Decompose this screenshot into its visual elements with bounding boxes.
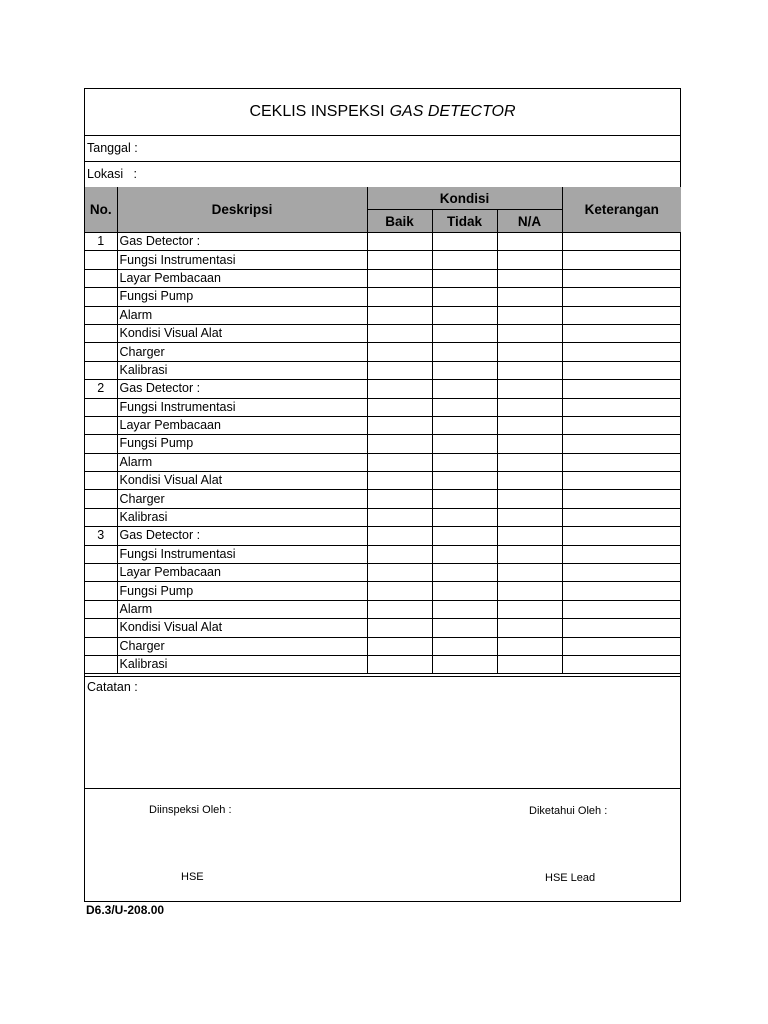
- cell-na[interactable]: [497, 490, 562, 508]
- cell-keterangan[interactable]: [562, 600, 681, 618]
- cell-na[interactable]: [497, 545, 562, 563]
- cell-keterangan[interactable]: [562, 564, 681, 582]
- cell-tidak[interactable]: [432, 361, 497, 379]
- row-number: [85, 251, 117, 269]
- cell-tidak[interactable]: [432, 233, 497, 251]
- table-row: [85, 269, 681, 287]
- row-description: Layar Pembacaan: [117, 416, 367, 434]
- cell-keterangan[interactable]: [562, 527, 681, 545]
- cell-baik[interactable]: [367, 306, 432, 324]
- table-row: [85, 619, 681, 637]
- row-number: [85, 582, 117, 600]
- cell-tidak[interactable]: [432, 490, 497, 508]
- row-number: [85, 306, 117, 324]
- cell-tidak[interactable]: [432, 269, 497, 287]
- row-description: Fungsi Instrumentasi: [117, 545, 367, 563]
- row-description: Fungsi Pump: [117, 435, 367, 453]
- form-title: [85, 89, 680, 136]
- cell-keterangan[interactable]: [562, 619, 681, 637]
- table-row: [85, 655, 681, 673]
- cell-tidak[interactable]: [432, 564, 497, 582]
- table-row: [85, 508, 681, 526]
- checklist-rows: [85, 233, 681, 674]
- table-row: [85, 233, 681, 251]
- cell-keterangan[interactable]: [562, 435, 681, 453]
- cell-baik[interactable]: [367, 288, 432, 306]
- acknowledged-by-label: Diketahui Oleh :: [529, 805, 608, 817]
- cell-na[interactable]: [497, 472, 562, 490]
- header-baik: Baik: [367, 210, 432, 233]
- cell-na[interactable]: [497, 508, 562, 526]
- inspection-form: [84, 88, 681, 902]
- cell-tidak[interactable]: [432, 655, 497, 673]
- row-number: [85, 398, 117, 416]
- cell-na[interactable]: [497, 233, 562, 251]
- table-row: [85, 582, 681, 600]
- cell-keterangan[interactable]: [562, 582, 681, 600]
- cell-na[interactable]: [497, 637, 562, 655]
- table-row: [85, 545, 681, 563]
- cell-baik[interactable]: [367, 380, 432, 398]
- table-row: [85, 600, 681, 618]
- table-row: [85, 343, 681, 361]
- row-number: [85, 288, 117, 306]
- header-keterangan: Keterangan: [562, 187, 681, 233]
- cell-tidak[interactable]: [432, 380, 497, 398]
- row-description: Fungsi Pump: [117, 582, 367, 600]
- cell-na[interactable]: [497, 398, 562, 416]
- cell-na[interactable]: [497, 269, 562, 287]
- cell-na[interactable]: [497, 361, 562, 379]
- notes-label: Catatan :: [87, 680, 138, 694]
- form-title-italic: GAS DETECTOR: [389, 103, 516, 120]
- cell-baik[interactable]: [367, 233, 432, 251]
- row-description: Alarm: [117, 306, 367, 324]
- cell-keterangan[interactable]: [562, 380, 681, 398]
- table-row: [85, 398, 681, 416]
- table-row: [85, 637, 681, 655]
- cell-keterangan[interactable]: [562, 453, 681, 471]
- cell-tidak[interactable]: [432, 416, 497, 434]
- cell-keterangan[interactable]: [562, 233, 681, 251]
- row-description: Fungsi Instrumentasi: [117, 398, 367, 416]
- inspected-by-label: Diinspeksi Oleh :: [149, 804, 232, 816]
- cell-keterangan[interactable]: [562, 508, 681, 526]
- table-row: [85, 416, 681, 434]
- cell-keterangan[interactable]: [562, 637, 681, 655]
- row-number: [85, 453, 117, 471]
- cell-baik[interactable]: [367, 435, 432, 453]
- cell-tidak[interactable]: [432, 582, 497, 600]
- form-title-text: CEKLIS INSPEKSI: [249, 103, 385, 120]
- cell-baik[interactable]: [367, 343, 432, 361]
- cell-baik[interactable]: [367, 361, 432, 379]
- row-description: Gas Detector :: [117, 527, 367, 545]
- cell-baik[interactable]: [367, 453, 432, 471]
- row-description: Kondisi Visual Alat: [117, 472, 367, 490]
- cell-baik[interactable]: [367, 269, 432, 287]
- cell-baik[interactable]: [367, 472, 432, 490]
- row-number: [85, 343, 117, 361]
- row-number: [85, 508, 117, 526]
- cell-na[interactable]: [497, 453, 562, 471]
- cell-na[interactable]: [497, 416, 562, 434]
- cell-keterangan[interactable]: [562, 655, 681, 673]
- row-description: Kondisi Visual Alat: [117, 324, 367, 342]
- table-row: [85, 527, 681, 545]
- table-row: [85, 490, 681, 508]
- cell-baik[interactable]: [367, 416, 432, 434]
- row-number: [85, 655, 117, 673]
- cell-keterangan[interactable]: [562, 269, 681, 287]
- cell-keterangan[interactable]: [562, 490, 681, 508]
- cell-tidak[interactable]: [432, 637, 497, 655]
- cell-na[interactable]: [497, 343, 562, 361]
- table-row: [85, 324, 681, 342]
- cell-tidak[interactable]: [432, 288, 497, 306]
- row-number: [85, 361, 117, 379]
- cell-keterangan[interactable]: [562, 306, 681, 324]
- cell-na[interactable]: [497, 600, 562, 618]
- cell-baik[interactable]: [367, 527, 432, 545]
- cell-keterangan[interactable]: [562, 545, 681, 563]
- cell-baik[interactable]: [367, 508, 432, 526]
- notes-area[interactable]: [85, 676, 680, 789]
- cell-keterangan[interactable]: [562, 251, 681, 269]
- cell-baik[interactable]: [367, 637, 432, 655]
- row-description: Gas Detector :: [117, 233, 367, 251]
- cell-tidak[interactable]: [432, 306, 497, 324]
- cell-baik[interactable]: [367, 545, 432, 563]
- row-description: Alarm: [117, 600, 367, 618]
- cell-na[interactable]: [497, 564, 562, 582]
- cell-baik[interactable]: [367, 490, 432, 508]
- row-description: Kondisi Visual Alat: [117, 619, 367, 637]
- location-label: Lokasi :: [87, 167, 138, 181]
- row-description: Layar Pembacaan: [117, 269, 367, 287]
- date-field[interactable]: [85, 136, 680, 162]
- row-description: Charger: [117, 637, 367, 655]
- lead-role: HSE Lead: [545, 872, 596, 884]
- header-na: N/A: [497, 210, 562, 233]
- cell-baik[interactable]: [367, 619, 432, 637]
- row-number: [85, 269, 117, 287]
- inspector-role: HSE: [181, 871, 204, 883]
- row-description: Kalibrasi: [117, 508, 367, 526]
- table-row: [85, 361, 681, 379]
- cell-tidak[interactable]: [432, 435, 497, 453]
- cell-keterangan[interactable]: [562, 361, 681, 379]
- header-kondisi: Kondisi: [367, 187, 562, 210]
- table-row: [85, 453, 681, 471]
- cell-baik[interactable]: [367, 564, 432, 582]
- cell-tidak[interactable]: [432, 251, 497, 269]
- cell-keterangan[interactable]: [562, 343, 681, 361]
- row-description: Kalibrasi: [117, 655, 367, 673]
- cell-tidak[interactable]: [432, 508, 497, 526]
- cell-tidak[interactable]: [432, 545, 497, 563]
- row-description: Fungsi Pump: [117, 288, 367, 306]
- row-number: [85, 435, 117, 453]
- header-tidak: Tidak: [432, 210, 497, 233]
- header-no: No.: [85, 187, 117, 233]
- cell-na[interactable]: [497, 288, 562, 306]
- row-number: [85, 637, 117, 655]
- cell-baik[interactable]: [367, 582, 432, 600]
- cell-tidak[interactable]: [432, 472, 497, 490]
- cell-tidak[interactable]: [432, 600, 497, 618]
- cell-na[interactable]: [497, 527, 562, 545]
- cell-na[interactable]: [497, 619, 562, 637]
- row-number: 2: [85, 380, 117, 398]
- row-description: Charger: [117, 343, 367, 361]
- table-row: [85, 564, 681, 582]
- checklist-table: [85, 187, 681, 674]
- row-description: Kalibrasi: [117, 361, 367, 379]
- cell-na[interactable]: [497, 251, 562, 269]
- date-label: Tanggal :: [87, 141, 138, 155]
- table-row: [85, 306, 681, 324]
- row-description: Fungsi Instrumentasi: [117, 251, 367, 269]
- table-row: [85, 472, 681, 490]
- row-number: [85, 564, 117, 582]
- table-row: [85, 288, 681, 306]
- cell-baik[interactable]: [367, 251, 432, 269]
- table-row: [85, 251, 681, 269]
- cell-baik[interactable]: [367, 600, 432, 618]
- row-number: [85, 490, 117, 508]
- cell-tidak[interactable]: [432, 324, 497, 342]
- row-description: Gas Detector :: [117, 380, 367, 398]
- cell-keterangan[interactable]: [562, 416, 681, 434]
- cell-na[interactable]: [497, 324, 562, 342]
- header-deskripsi: Deskripsi: [117, 187, 367, 233]
- cell-keterangan[interactable]: [562, 398, 681, 416]
- row-number: [85, 416, 117, 434]
- row-number: [85, 619, 117, 637]
- cell-tidak[interactable]: [432, 453, 497, 471]
- cell-baik[interactable]: [367, 655, 432, 673]
- cell-keterangan[interactable]: [562, 288, 681, 306]
- row-number: 3: [85, 527, 117, 545]
- table-row: [85, 435, 681, 453]
- row-description: Alarm: [117, 453, 367, 471]
- cell-na[interactable]: [497, 306, 562, 324]
- cell-na[interactable]: [497, 380, 562, 398]
- table-row: [85, 380, 681, 398]
- document-code: D6.3/U-208.00: [86, 903, 165, 917]
- cell-keterangan[interactable]: [562, 472, 681, 490]
- cell-tidak[interactable]: [432, 398, 497, 416]
- row-description: Layar Pembacaan: [117, 564, 367, 582]
- cell-keterangan[interactable]: [562, 324, 681, 342]
- cell-tidak[interactable]: [432, 343, 497, 361]
- cell-na[interactable]: [497, 582, 562, 600]
- row-description: Charger: [117, 490, 367, 508]
- cell-baik[interactable]: [367, 324, 432, 342]
- cell-baik[interactable]: [367, 398, 432, 416]
- location-field[interactable]: [85, 162, 680, 188]
- row-number: [85, 324, 117, 342]
- cell-na[interactable]: [497, 435, 562, 453]
- cell-tidak[interactable]: [432, 527, 497, 545]
- cell-na[interactable]: [497, 655, 562, 673]
- row-number: [85, 472, 117, 490]
- row-number: [85, 600, 117, 618]
- row-number: 1: [85, 233, 117, 251]
- row-number: [85, 545, 117, 563]
- cell-tidak[interactable]: [432, 619, 497, 637]
